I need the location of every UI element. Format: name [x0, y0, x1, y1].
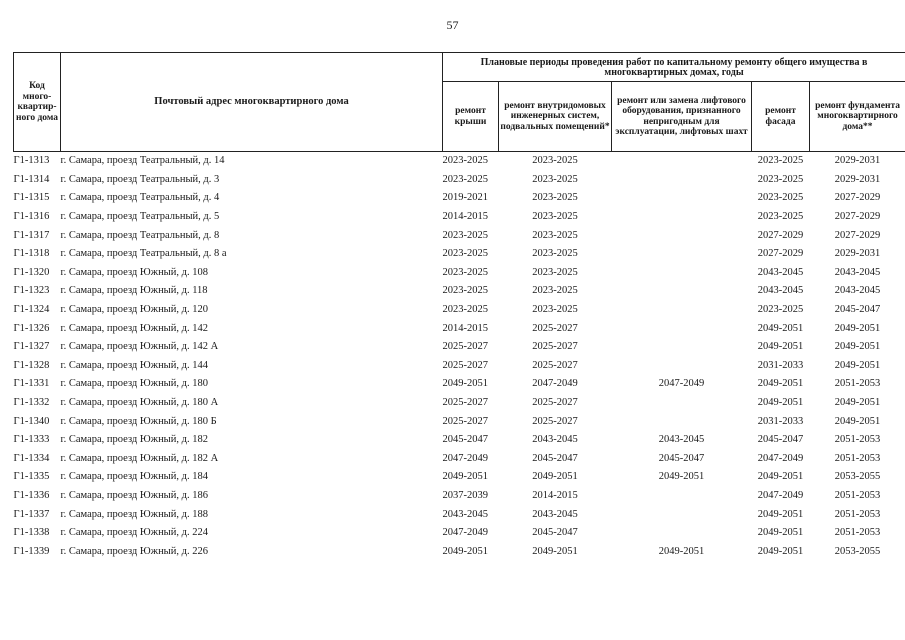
cell-systems: 2025-2027: [532, 322, 578, 334]
table-row: [14, 189, 905, 208]
cell-elevator: [612, 487, 752, 506]
cell-facade: 2049-2051: [757, 527, 804, 539]
cell-roof: 2025-2027: [442, 341, 488, 353]
page-number: 57: [446, 18, 459, 32]
cell-facade: 2049-2051: [757, 322, 804, 334]
cell-foundation: 2043-2045: [834, 285, 881, 297]
cell-address: г. Самара, проезд Южный, д. 182: [60, 434, 208, 446]
cell-facade: 2049-2051: [757, 378, 804, 390]
cell-facade: 2047-2049: [757, 452, 804, 464]
table-row: [14, 338, 905, 357]
cell-code: Г1-1332: [13, 397, 50, 409]
cell-foundation: 2053-2055: [834, 545, 881, 557]
cell-roof: 2049-2051: [442, 545, 488, 557]
cell-foundation: 2051-2053: [834, 527, 881, 539]
cell-code: Г1-1318: [13, 248, 50, 260]
cell-roof: 2023-2025: [442, 173, 488, 185]
header-elevator: ремонт или замена лифтового оборудования, признанного непригодным для эксплуатации, лифтовых шахт: [612, 82, 752, 152]
cell-facade: 2031-2033: [757, 415, 804, 427]
cell-address: г. Самара, проезд Южный, д. 186: [60, 489, 208, 501]
cell-code: Г1-1315: [13, 192, 50, 204]
table-row: [14, 394, 905, 413]
cell-code: Г1-1331: [13, 378, 50, 390]
cell-code: Г1-1324: [13, 304, 50, 316]
cell-roof: 2037-2039: [442, 489, 488, 501]
cell-foundation: 2029-2031: [834, 173, 881, 185]
cell-code: Г1-1328: [13, 359, 50, 371]
cell-code: Г1-1335: [13, 471, 50, 483]
cell-address: г. Самара, проезд Южный, д. 226: [60, 545, 208, 557]
table-body: [14, 152, 905, 562]
repair-schedule-table: [13, 52, 905, 561]
header-group: Плановые периоды проведения работ по капитальному ремонту общего имущества в многоквартирных домах, годы: [443, 53, 905, 82]
cell-roof: 2023-2025: [442, 266, 488, 278]
cell-systems: 2023-2025: [532, 285, 578, 297]
cell-elevator: [612, 189, 752, 208]
cell-foundation: 2049-2051: [834, 359, 881, 371]
cell-facade: 2049-2051: [757, 341, 804, 353]
cell-code: Г1-1336: [13, 489, 50, 501]
cell-systems: 2023-2025: [532, 155, 578, 167]
cell-roof: 2023-2025: [442, 304, 488, 316]
cell-foundation: 2051-2053: [834, 452, 881, 464]
cell-elevator: 2043-2045: [658, 434, 705, 446]
table-row: [14, 301, 905, 320]
cell-systems: 2043-2045: [532, 434, 578, 446]
cell-systems: 2014-2015: [532, 489, 578, 501]
cell-address: г. Самара, проезд Южный, д. 188: [60, 508, 208, 520]
cell-facade: 2023-2025: [757, 211, 804, 223]
cell-facade: 2023-2025: [757, 304, 804, 316]
table-row: [14, 171, 905, 190]
cell-roof: 2023-2025: [442, 248, 488, 260]
cell-systems: 2025-2027: [532, 359, 578, 371]
cell-roof: 2025-2027: [442, 415, 488, 427]
cell-address: г. Самара, проезд Южный, д. 180 А: [60, 397, 219, 409]
cell-roof: 2043-2045: [442, 508, 488, 520]
table-row: [14, 450, 905, 469]
cell-code: Г1-1313: [13, 155, 50, 167]
cell-foundation: 2049-2051: [834, 322, 881, 334]
cell-elevator: [612, 226, 752, 245]
cell-elevator: 2049-2051: [658, 545, 705, 557]
cell-code: Г1-1334: [13, 452, 50, 464]
cell-address: г. Самара, проезд Южный, д. 142: [60, 322, 208, 334]
cell-elevator: [612, 357, 752, 376]
cell-elevator: [612, 505, 752, 524]
cell-elevator: [612, 264, 752, 283]
cell-code: Г1-1340: [13, 415, 50, 427]
cell-systems: 2023-2025: [532, 211, 578, 223]
cell-code: Г1-1339: [13, 545, 50, 557]
table-row: [14, 208, 905, 227]
cell-foundation: 2051-2053: [834, 508, 881, 520]
table-row: [14, 505, 905, 524]
cell-address: г. Самара, проезд Театральный, д. 4: [60, 192, 220, 204]
table-row: [14, 319, 905, 338]
cell-roof: 2023-2025: [442, 229, 488, 241]
cell-address: г. Самара, проезд Южный, д. 120: [60, 304, 208, 316]
table-row: [14, 226, 905, 245]
cell-roof: 2047-2049: [442, 452, 488, 464]
header-facade: ремонт фасада: [752, 82, 810, 152]
cell-foundation: 2049-2051: [834, 397, 881, 409]
table-row: [14, 152, 905, 171]
cell-address: г. Самара, проезд Южный, д. 108: [60, 266, 208, 278]
cell-code: Г1-1314: [13, 173, 50, 185]
header-roof: ремонт крыши: [443, 82, 499, 152]
cell-roof: 2025-2027: [442, 397, 488, 409]
cell-foundation: 2051-2053: [834, 489, 881, 501]
cell-foundation: 2053-2055: [834, 471, 881, 483]
cell-elevator: [612, 394, 752, 413]
cell-facade: 2023-2025: [757, 155, 804, 167]
cell-systems: 2045-2047: [532, 452, 578, 464]
cell-code: Г1-1338: [13, 527, 50, 539]
cell-foundation: 2027-2029: [834, 211, 881, 223]
cell-facade: 2049-2051: [757, 545, 804, 557]
cell-code: Г1-1326: [13, 322, 50, 334]
cell-roof: 2047-2049: [442, 527, 488, 539]
table-row: [14, 431, 905, 450]
cell-code: Г1-1327: [13, 341, 50, 353]
cell-foundation: 2029-2031: [834, 155, 881, 167]
table-row: [14, 542, 905, 561]
cell-code: Г1-1323: [13, 285, 50, 297]
cell-facade: 2043-2045: [757, 285, 804, 297]
cell-foundation: 2027-2029: [834, 229, 881, 241]
cell-facade: 2043-2045: [757, 266, 804, 278]
cell-foundation: 2029-2031: [834, 248, 881, 260]
header-foundation: ремонт фундамента многоквартирного дома**: [810, 82, 905, 152]
cell-roof: 2019-2021: [442, 192, 488, 204]
cell-foundation: 2051-2053: [834, 378, 881, 390]
cell-roof: 2023-2025: [442, 285, 488, 297]
table-row: [14, 468, 905, 487]
cell-address: г. Самара, проезд Театральный, д. 5: [60, 211, 220, 223]
cell-elevator: [612, 171, 752, 190]
cell-systems: 2023-2025: [532, 266, 578, 278]
cell-facade: 2049-2051: [757, 397, 804, 409]
cell-address: г. Самара, проезд Театральный, д. 3: [60, 173, 220, 185]
cell-systems: 2043-2045: [532, 508, 578, 520]
cell-foundation: 2027-2029: [834, 192, 881, 204]
cell-address: г. Самара, проезд Южный, д. 180: [60, 378, 208, 390]
cell-elevator: [612, 245, 752, 264]
cell-code: Г1-1337: [13, 508, 50, 520]
header-address: Почтовый адрес многоквартирного дома: [61, 53, 443, 152]
table-row: [14, 375, 905, 394]
header-code: Код много-квартир-ного дома: [14, 53, 61, 152]
cell-elevator: [612, 152, 752, 171]
cell-systems: 2025-2027: [532, 341, 578, 353]
cell-facade: 2049-2051: [757, 471, 804, 483]
table-row: [14, 264, 905, 283]
cell-systems: 2025-2027: [532, 415, 578, 427]
cell-elevator: [612, 319, 752, 338]
cell-address: г. Самара, проезд Театральный, д. 14: [60, 155, 225, 167]
cell-systems: 2023-2025: [532, 304, 578, 316]
cell-address: г. Самара, проезд Южный, д. 224: [60, 527, 208, 539]
cell-address: г. Самара, проезд Театральный, д. 8: [60, 229, 220, 241]
cell-facade: 2027-2029: [757, 229, 804, 241]
cell-code: Г1-1320: [13, 266, 50, 278]
cell-foundation: 2051-2053: [834, 434, 881, 446]
cell-address: г. Самара, проезд Южный, д. 118: [60, 285, 208, 297]
cell-roof: 2023-2025: [442, 155, 488, 167]
table-row: [14, 487, 905, 506]
cell-address: г. Самара, проезд Театральный, д. 8 а: [60, 248, 227, 260]
cell-roof: 2014-2015: [442, 322, 488, 334]
cell-roof: 2025-2027: [442, 359, 488, 371]
cell-elevator: 2049-2051: [658, 471, 705, 483]
cell-roof: 2049-2051: [442, 471, 488, 483]
cell-code: Г1-1333: [13, 434, 50, 446]
cell-address: г. Самара, проезд Южный, д. 144: [60, 359, 208, 371]
cell-systems: 2045-2047: [532, 527, 578, 539]
cell-code: Г1-1317: [13, 229, 50, 241]
table-row: [14, 412, 905, 431]
cell-elevator: [612, 524, 752, 543]
cell-elevator: 2045-2047: [658, 452, 705, 464]
cell-foundation: 2043-2045: [834, 266, 881, 278]
cell-address: г. Самара, проезд Южный, д. 182 А: [60, 452, 219, 464]
cell-systems: 2025-2027: [532, 397, 578, 409]
cell-elevator: [612, 301, 752, 320]
cell-code: Г1-1316: [13, 211, 50, 223]
cell-elevator: [612, 412, 752, 431]
cell-systems: 2023-2025: [532, 192, 578, 204]
cell-facade: 2027-2029: [757, 248, 804, 260]
cell-facade: 2023-2025: [757, 173, 804, 185]
cell-address: г. Самара, проезд Южный, д. 180 Б: [60, 415, 217, 427]
table-row: [14, 282, 905, 301]
header-systems: ремонт внутридомовых инженерных систем, подвальных помещений*: [499, 82, 612, 152]
cell-foundation: 2049-2051: [834, 341, 881, 353]
cell-foundation: 2045-2047: [834, 304, 881, 316]
cell-systems: 2049-2051: [532, 471, 578, 483]
table-header: [14, 53, 905, 152]
cell-elevator: [612, 338, 752, 357]
cell-facade: 2045-2047: [757, 434, 804, 446]
cell-elevator: [612, 208, 752, 227]
cell-facade: 2047-2049: [757, 489, 804, 501]
cell-facade: 2049-2051: [757, 508, 804, 520]
table-row: [14, 524, 905, 543]
table-row: [14, 245, 905, 264]
cell-systems: 2047-2049: [532, 378, 578, 390]
cell-systems: 2023-2025: [532, 229, 578, 241]
cell-elevator: [612, 282, 752, 301]
cell-address: г. Самара, проезд Южный, д. 142 А: [60, 341, 219, 353]
table-row: [14, 357, 905, 376]
cell-roof: 2049-2051: [442, 378, 488, 390]
cell-systems: 2023-2025: [532, 248, 578, 260]
cell-roof: 2045-2047: [442, 434, 488, 446]
cell-foundation: 2049-2051: [834, 415, 881, 427]
cell-facade: 2031-2033: [757, 359, 804, 371]
cell-elevator: 2047-2049: [658, 378, 705, 390]
cell-roof: 2014-2015: [442, 211, 488, 223]
cell-facade: 2023-2025: [757, 192, 804, 204]
cell-systems: 2049-2051: [532, 545, 578, 557]
cell-address: г. Самара, проезд Южный, д. 184: [60, 471, 208, 483]
cell-systems: 2023-2025: [532, 173, 578, 185]
